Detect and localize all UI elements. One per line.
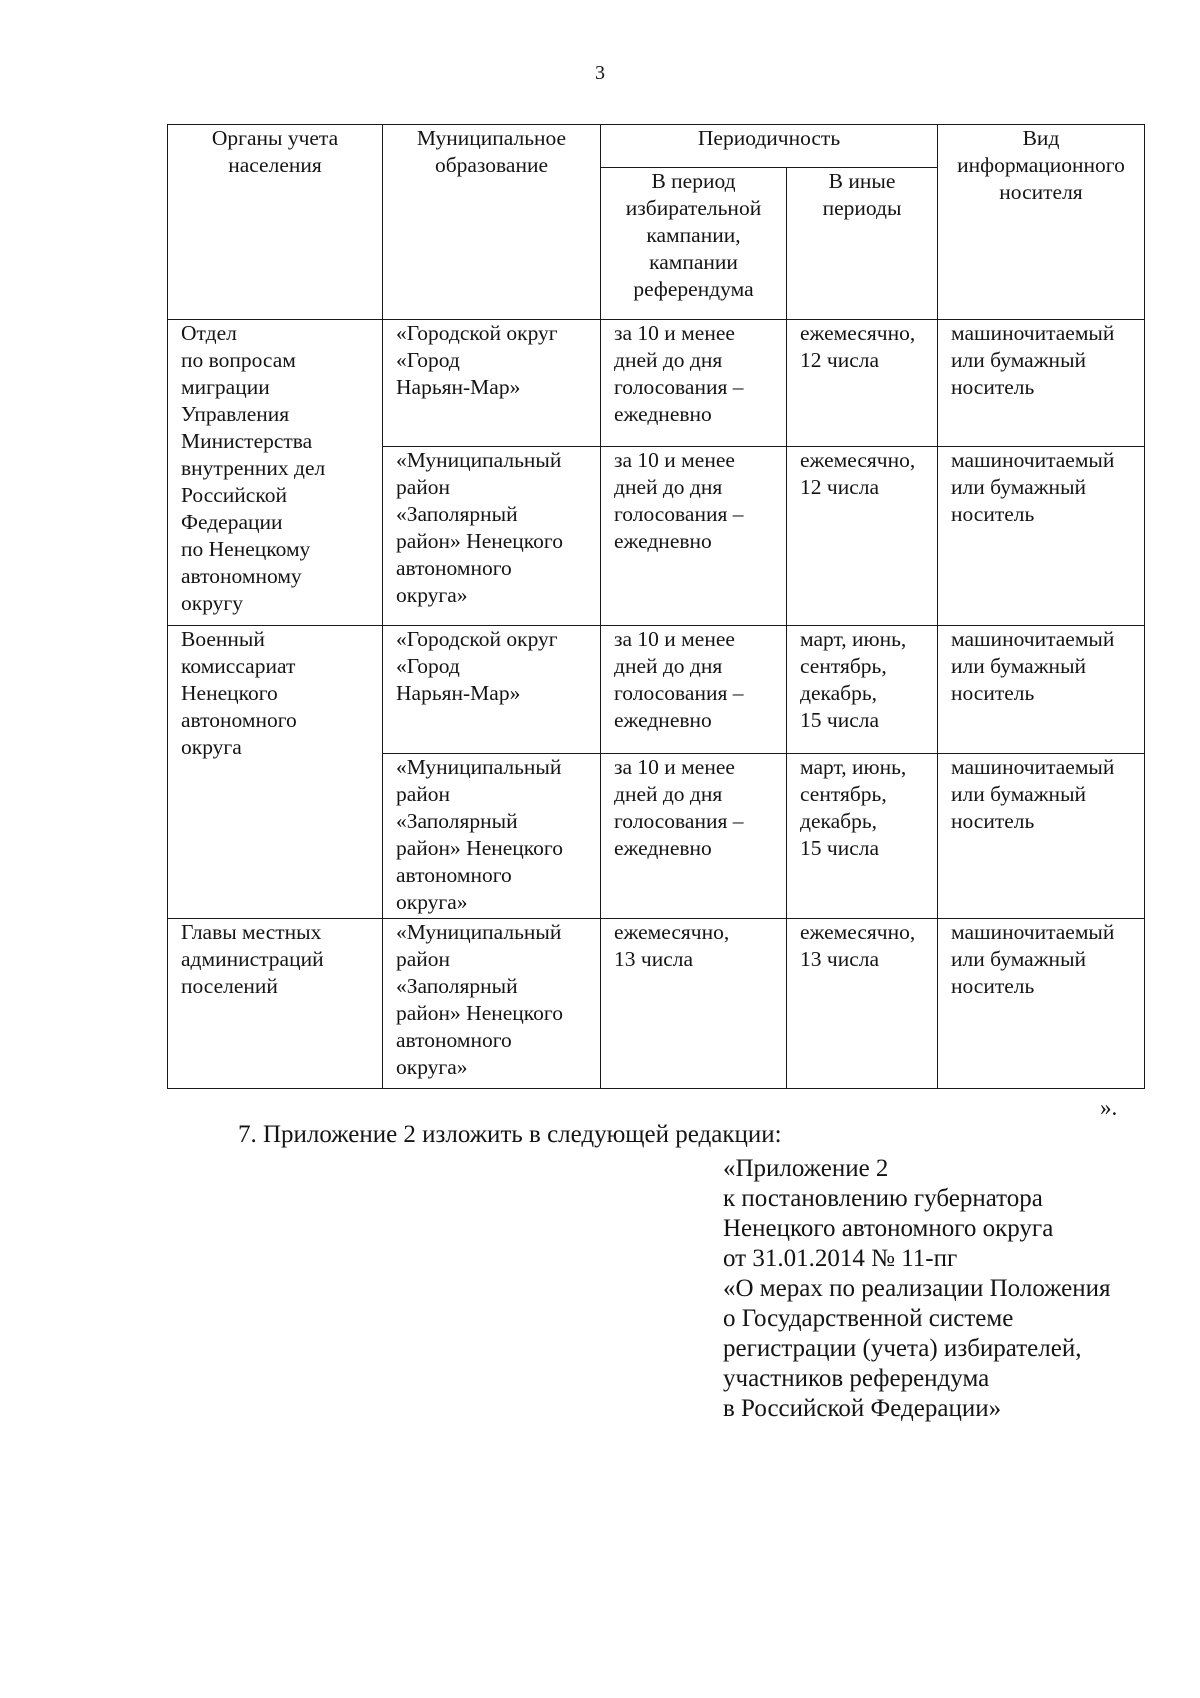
appendix-line: «О мерах по реализации Положения xyxy=(723,1275,1111,1302)
other-period-cell: ежемесячно, 13 числа xyxy=(787,919,938,1089)
other-period-cell: ежемесячно, 12 числа xyxy=(787,320,938,447)
registration-schedule-table xyxy=(167,124,1145,1089)
header-carrier: Вид информационного носителя xyxy=(938,125,1145,320)
table-row xyxy=(168,626,1145,754)
other-period-cell: март, июнь, сентябрь, декабрь, 15 числа xyxy=(787,754,938,919)
appendix-header-block xyxy=(723,1154,1183,1424)
campaign-period-cell: за 10 и менее дней до дня голосования – ежедневно xyxy=(601,754,787,919)
organ-cell: Отдел по вопросам миграции Управления Министерства внутренних дел Российской Федерации по Ненецкому автономному округу xyxy=(168,320,383,626)
organ-cell: Военный комиссариат Ненецкого автономного округа xyxy=(168,626,383,919)
campaign-period-cell: за 10 и менее дней до дня голосования – ежедневно xyxy=(601,320,787,447)
appendix-line: участников референдума xyxy=(723,1365,990,1392)
appendix-line: к постановлению губернатора xyxy=(723,1185,1043,1212)
campaign-period-cell: за 10 и менее дней до дня голосования – ежедневно xyxy=(601,447,787,626)
other-period-cell: март, июнь, сентябрь, декабрь, 15 числа xyxy=(787,626,938,754)
appendix-line: Ненецкого автономного округа xyxy=(723,1215,1054,1242)
carrier-cell: машиночитаемый или бумажный носитель xyxy=(938,919,1145,1089)
campaign-period-cell: ежемесячно, 13 числа xyxy=(601,919,787,1089)
header-period-campaign: В период избирательной кампании, кампании референдума xyxy=(601,168,787,320)
closing-quote: ». xyxy=(1100,1095,1118,1120)
header-period-other: В иные периоды xyxy=(787,168,938,320)
other-period-cell: ежемесячно, 12 числа xyxy=(787,447,938,626)
carrier-cell: машиночитаемый или бумажный носитель xyxy=(938,447,1145,626)
appendix-line: от 31.01.2014 № 11-пг xyxy=(723,1245,958,1272)
header-organ: Органы учета населения xyxy=(168,125,383,320)
item-7-paragraph: 7. Приложение 2 изложить в следующей редакции: xyxy=(238,1121,782,1148)
carrier-cell: машиночитаемый или бумажный носитель xyxy=(938,320,1145,447)
municipality-cell: «Городской округ «Город Нарьян-Мар» xyxy=(383,626,601,754)
page-number: 3 xyxy=(595,62,605,84)
appendix-line: в Российской Федерации» xyxy=(723,1395,1002,1422)
appendix-line: «Приложение 2 xyxy=(723,1155,889,1182)
municipality-cell: «Муниципальный район «Заполярный район» Ненецкого автономного округа» xyxy=(383,754,601,919)
carrier-cell: машиночитаемый или бумажный носитель xyxy=(938,754,1145,919)
table-row xyxy=(168,919,1145,1089)
carrier-cell: машиночитаемый или бумажный носитель xyxy=(938,626,1145,754)
appendix-line: регистрации (учета) избирателей, xyxy=(723,1335,1082,1362)
municipality-cell: «Муниципальный район «Заполярный район» Ненецкого автономного округа» xyxy=(383,919,601,1089)
municipality-cell: «Муниципальный район «Заполярный район» Ненецкого автономного округа» xyxy=(383,447,601,626)
appendix-line: о Государственной системе xyxy=(723,1305,1014,1332)
header-municipality: Муниципальное образование xyxy=(383,125,601,320)
campaign-period-cell: за 10 и менее дней до дня голосования – ежедневно xyxy=(601,626,787,754)
header-periodicity: Периодичность xyxy=(601,125,938,168)
table-row xyxy=(168,320,1145,447)
municipality-cell: «Городской округ «Город Нарьян-Мар» xyxy=(383,320,601,447)
organ-cell: Главы местных администраций поселений xyxy=(168,919,383,1089)
